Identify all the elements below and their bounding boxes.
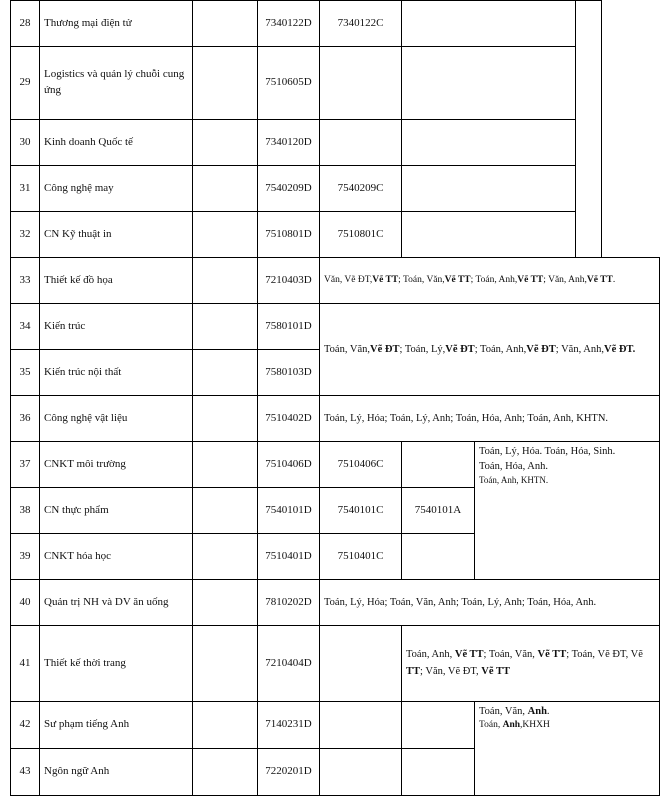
- cell-stt: 30: [10, 119, 40, 166]
- cell-code-d: 7510406D: [257, 441, 320, 488]
- cell-stt: 39: [10, 533, 40, 580]
- cell-empty: [319, 46, 402, 120]
- cell-stt: 32: [10, 211, 40, 258]
- cell-empty: [192, 119, 258, 166]
- cell-code-d: 7210404D: [257, 625, 320, 702]
- cell-code-d: 7540209D: [257, 165, 320, 212]
- cell-major-name: CNKT hóa học: [39, 533, 193, 580]
- cell-empty: [192, 257, 258, 304]
- cell-stt: 28: [10, 0, 40, 47]
- cell-code-d: 7210403D: [257, 257, 320, 304]
- cell-stt: 31: [10, 165, 40, 212]
- cell-subject-combos: Toán, Văn, Anh. Toán, Anh,KHXH: [474, 701, 660, 796]
- cell-code-d: 7220201D: [257, 748, 320, 796]
- cell-stt: 29: [10, 46, 40, 120]
- cell-code-d: 7510801D: [257, 211, 320, 258]
- cell-stt: 37: [10, 441, 40, 488]
- cell-empty: [319, 748, 402, 796]
- cell-code-d: 7580103D: [257, 349, 320, 396]
- cell-subject-combos: Toán, Anh, Vẽ TT; Toán, Văn, Vẽ TT; Toán, Vẽ ĐT, Vẽ TT; Văn, Vẽ ĐT, Vẽ TT: [401, 625, 660, 702]
- cell-major-name: Logistics và quản lý chuỗi cung ứng: [39, 46, 193, 120]
- cell-stt: 33: [10, 257, 40, 304]
- cell-code-c: 7510406C: [319, 441, 402, 488]
- cell-empty: [192, 701, 258, 749]
- cell-empty: [192, 303, 258, 350]
- cell-code-d: 7510605D: [257, 46, 320, 120]
- cell-major-name: Thương mại điện tử: [39, 0, 193, 47]
- cell-stt: 38: [10, 487, 40, 534]
- cell-code-d: 7540101D: [257, 487, 320, 534]
- cell-empty: [192, 0, 258, 47]
- cell-empty: [319, 701, 402, 749]
- cell-code-c: 7510401C: [319, 533, 402, 580]
- cell-stt: 35: [10, 349, 40, 396]
- cell-empty: [192, 487, 258, 534]
- cell-major-name: Sư phạm tiếng Anh: [39, 701, 193, 749]
- cell-major-name: Thiết kế đồ họa: [39, 257, 193, 304]
- cell-empty: [319, 119, 402, 166]
- cell-code-a: 7540101A: [401, 487, 475, 534]
- cell-code-d: 7510401D: [257, 533, 320, 580]
- cell-empty: [401, 165, 576, 212]
- cell-major-name: CNKT môi trường: [39, 441, 193, 488]
- cell-code-d: 7140231D: [257, 701, 320, 749]
- cell-subject-combos: Toán, Lý, Hóa; Toán, Lý, Anh; Toán, Hóa, Anh; Toán, Anh, KHTN.: [319, 395, 660, 442]
- cell-empty: [192, 748, 258, 796]
- cell-stt: 41: [10, 625, 40, 702]
- cell-empty: [192, 46, 258, 120]
- cell-code-c: 7540209C: [319, 165, 402, 212]
- cell-empty: [192, 579, 258, 626]
- cell-empty: [401, 119, 576, 166]
- cell-stt: 42: [10, 701, 40, 749]
- cell-major-name: CN thực phẩm: [39, 487, 193, 534]
- cell-subject-combos: Toán, Lý, Hóa. Toán, Hóa, Sinh. Toán, Hóa, Anh. Toán, Anh, KHTN.: [474, 441, 660, 580]
- cell-major-name: Công nghệ may: [39, 165, 193, 212]
- cell-major-name: Ngôn ngữ Anh: [39, 748, 193, 796]
- cell-empty: [192, 625, 258, 702]
- cell-major-name: Kiến trúc: [39, 303, 193, 350]
- cell-stt: 40: [10, 579, 40, 626]
- cell-empty: [192, 165, 258, 212]
- cell-major-name: Quản trị NH và DV ăn uống: [39, 579, 193, 626]
- cell-code-d: 7510402D: [257, 395, 320, 442]
- cell-subject-combos: Toán, Lý, Hóa; Toán, Văn, Anh; Toán, Lý, Anh; Toán, Hóa, Anh.: [319, 579, 660, 626]
- cell-stt: 36: [10, 395, 40, 442]
- cell-empty: [401, 533, 475, 580]
- cell-empty: [575, 0, 602, 258]
- cell-empty: [192, 395, 258, 442]
- cell-empty: [401, 211, 576, 258]
- cell-empty: [319, 625, 402, 702]
- cell-empty: [192, 211, 258, 258]
- cell-empty: [401, 748, 475, 796]
- cell-code-c: 7540101C: [319, 487, 402, 534]
- cell-major-name: CN Kỹ thuật in: [39, 211, 193, 258]
- cell-empty: [192, 441, 258, 488]
- cell-empty: [401, 46, 576, 120]
- cell-empty: [401, 0, 576, 47]
- cell-subject-combos: Văn, Vẽ ĐT, Vẽ TT ; Toán, Văn, Vẽ TT ; Toán, Anh, Vẽ TT ; Văn, Anh, Vẽ TT .: [319, 257, 660, 304]
- cell-empty: [192, 349, 258, 396]
- cell-code-c: 7510801C: [319, 211, 402, 258]
- cell-empty: [401, 701, 475, 749]
- cell-subject-combos: Toán, Văn, Vẽ ĐT ; Toán, Lý, Vẽ ĐT ; Toán, Anh, Vẽ ĐT ; Văn, Anh, Vẽ ĐT.: [319, 303, 660, 396]
- cell-stt: 34: [10, 303, 40, 350]
- cell-code-d: 7340120D: [257, 119, 320, 166]
- cell-major-name: Công nghệ vật liệu: [39, 395, 193, 442]
- cell-code-d: 7580101D: [257, 303, 320, 350]
- cell-major-name: Thiết kế thời trang: [39, 625, 193, 702]
- cell-code-d: 7810202D: [257, 579, 320, 626]
- cell-stt: 43: [10, 748, 40, 796]
- cell-empty: [192, 533, 258, 580]
- cell-code-c: 7340122C: [319, 0, 402, 47]
- cell-major-name: Kiến trúc nội thất: [39, 349, 193, 396]
- cell-code-d: 7340122D: [257, 0, 320, 47]
- cell-empty: [401, 441, 475, 488]
- cell-major-name: Kinh doanh Quốc tế: [39, 119, 193, 166]
